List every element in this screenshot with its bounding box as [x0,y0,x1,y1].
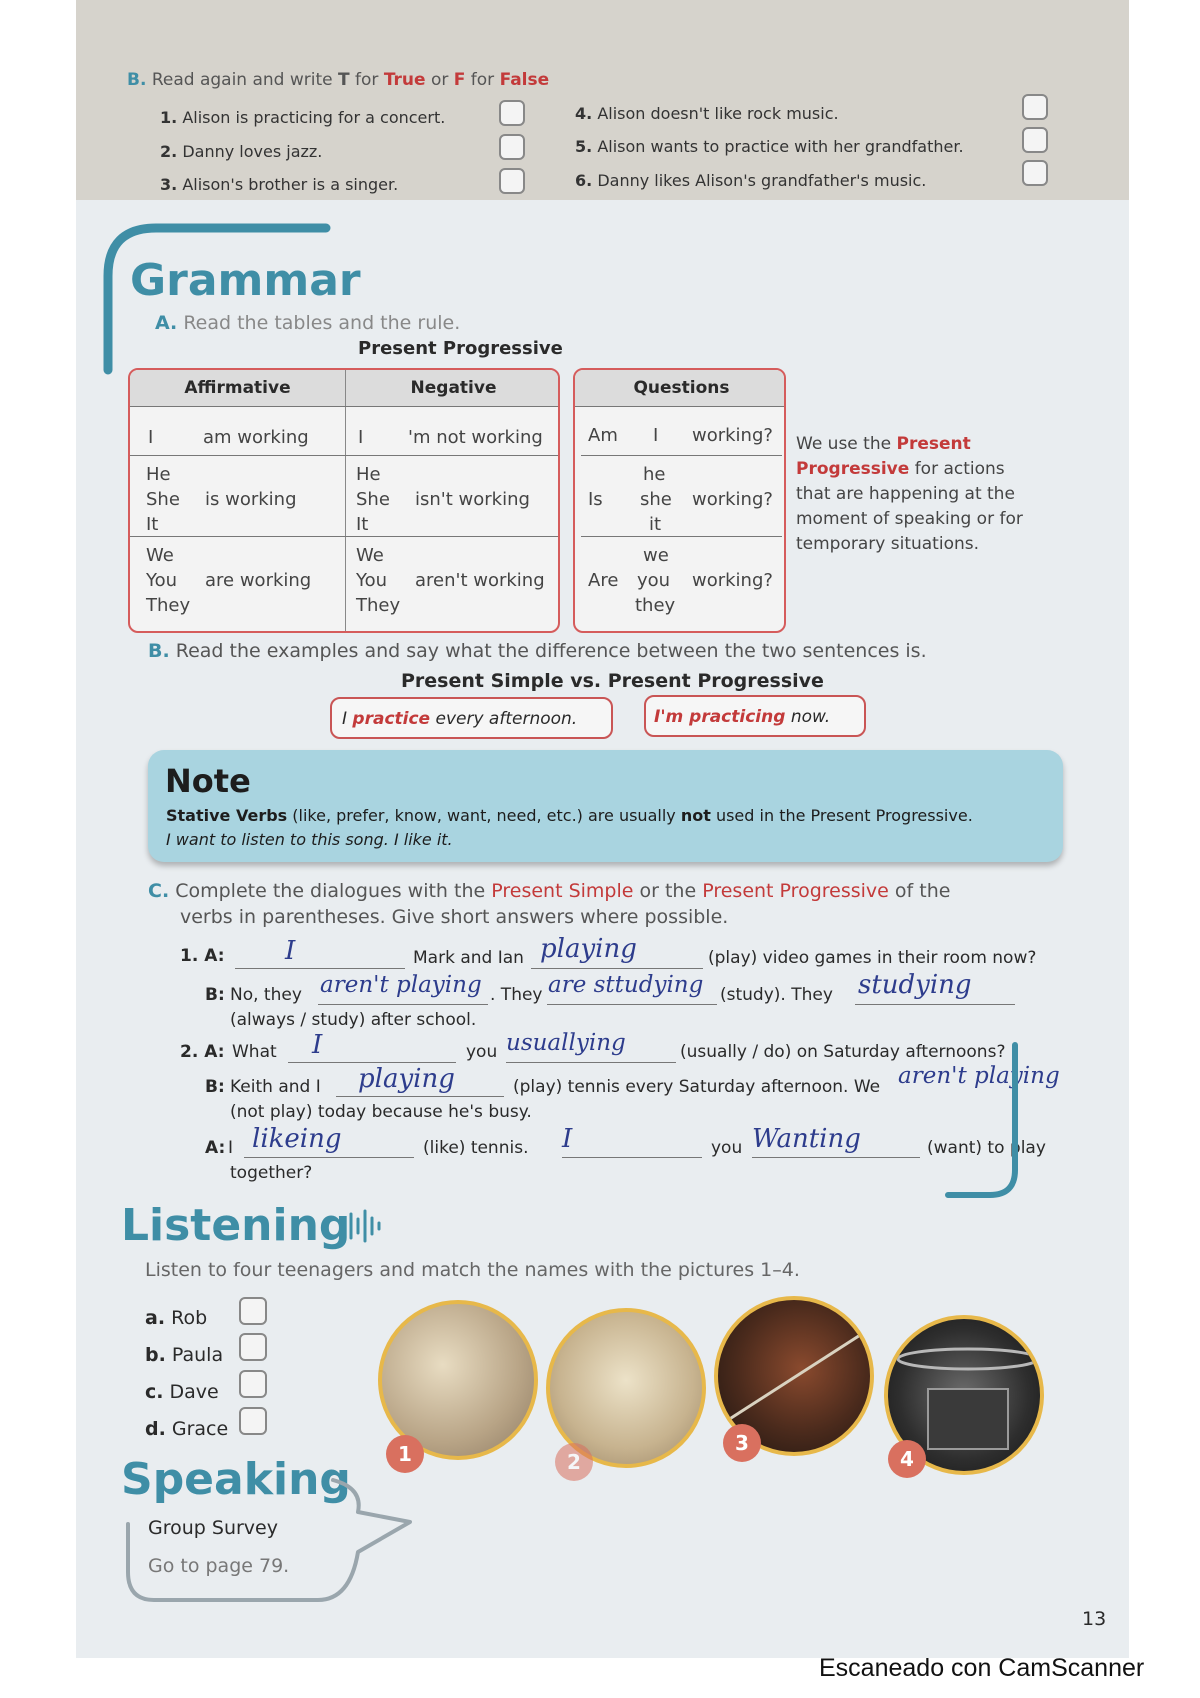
exercise-b-instruction: B. Read again and write T for True or F for False [127,70,550,90]
tf-checkbox-3[interactable] [499,168,525,194]
answer-2a2-2[interactable]: I [562,1124,573,1154]
answer-2a2-3[interactable]: Wanting [752,1124,861,1154]
grammar-a-instruction: A. Read the tables and the rule. [155,312,461,334]
audio-waveform-icon[interactable] [340,1208,386,1244]
example-present-progressive: I'm practicing now. [644,695,866,737]
listening-heading: Listening [121,1200,351,1251]
speaking-subtitle: Group Survey [148,1517,278,1539]
affirmative-negative-table: Affirmative Negative I am working He She It is working We You They are working I 'm not working He She It isn't working We You They aren't working [128,368,560,633]
comparison-title: Present Simple vs. Present Progressive [401,670,824,692]
name-dave: c. Dave [145,1381,219,1403]
picture-badge-2: 2 [555,1443,593,1481]
dialogue-1-number: 1. A: [180,946,225,966]
answer-2a-2[interactable]: usuallying [506,1030,626,1056]
match-box-rob[interactable] [239,1297,267,1325]
example-present-simple: I practice every afternoon. [330,697,613,739]
note-title: Note [165,762,251,800]
tf-item-6: 6. Danny likes Alison's grandfather's music. [575,171,927,190]
answer-1a-1[interactable]: I [285,936,296,966]
answer-1a-2[interactable]: playing [540,934,637,964]
answer-2a-1[interactable]: I [312,1030,323,1060]
dialogue-2-number: 2. A: [180,1042,225,1062]
top-exercise-band [76,0,1129,200]
affirmative-header: Affirmative [130,370,345,406]
note-box [148,750,1063,862]
listening-instruction: Listen to four teenagers and match the names with the pictures 1–4. [145,1259,800,1281]
tf-checkbox-1[interactable] [499,100,525,126]
answer-1b-1[interactable]: aren't playing [320,972,482,998]
page-number: 13 [1082,1608,1107,1630]
tf-item-2: 2. Danny loves jazz. [160,142,323,161]
grammar-heading: Grammar [130,255,361,306]
name-paula: b. Paula [145,1344,224,1366]
grammar-b-instruction: B. Read the examples and say what the difference between the two sentences is. [148,640,927,662]
note-example: I want to listen to this song. I like it. [166,830,453,849]
speech-bubble-decoration [118,1472,418,1612]
match-box-paula[interactable] [239,1333,267,1361]
match-box-dave[interactable] [239,1370,267,1398]
answer-1b-2[interactable]: are sttudying [548,972,704,998]
tf-checkbox-5[interactable] [1022,127,1048,153]
tf-item-1: 1. Alison is practicing for a concert. [160,108,446,127]
picture-badge-3: 3 [723,1424,761,1462]
scanner-watermark: Escaneado con CamScanner [819,1654,1145,1682]
picture-badge-1: 1 [386,1435,424,1473]
tf-item-5: 5. Alison wants to practice with her grandfather. [575,137,964,156]
picture-badge-4: 4 [888,1440,926,1478]
tf-checkbox-2[interactable] [499,134,525,160]
answer-1b-3[interactable]: studying [858,970,972,1000]
exercise-letter: B. [127,70,147,90]
speaking-heading: Speaking [121,1454,351,1505]
note-text: Stative Verbs (like, prefer, know, want, need, etc.) are usually not used in the Present Progressive. [166,806,973,825]
match-box-grace[interactable] [239,1407,267,1435]
name-grace: d. Grace [145,1418,229,1440]
exercise-c-instruction: C. Complete the dialogues with the Present Simple or the Present Progressive of the verbs in parentheses. Give short answers where possible. [148,880,951,928]
negative-header: Negative [345,370,560,406]
questions-table: Questions Am I working? Is he she it working? Are we you they working? [573,368,786,633]
grammar-rule: We use the Present Progressive for actions that are happening at the moment of speaking or for temporary situations. [796,434,1023,554]
questions-header: Questions [575,370,786,406]
exercise-c-bracket-decoration [940,1040,1040,1210]
tf-checkbox-6[interactable] [1022,160,1048,186]
tf-checkbox-4[interactable] [1022,94,1048,120]
speaking-goto-link[interactable]: Go to page 79. [148,1555,290,1577]
answer-2b-2[interactable]: aren't playing [898,1063,1060,1089]
answer-2a2-1[interactable]: likeing [252,1124,342,1154]
answer-2b-1[interactable]: playing [358,1064,455,1094]
tf-item-3: 3. Alison's brother is a singer. [160,175,399,194]
table-title: Present Progressive [358,338,563,359]
tf-item-4: 4. Alison doesn't like rock music. [575,104,839,123]
name-rob: a. Rob [145,1307,208,1329]
